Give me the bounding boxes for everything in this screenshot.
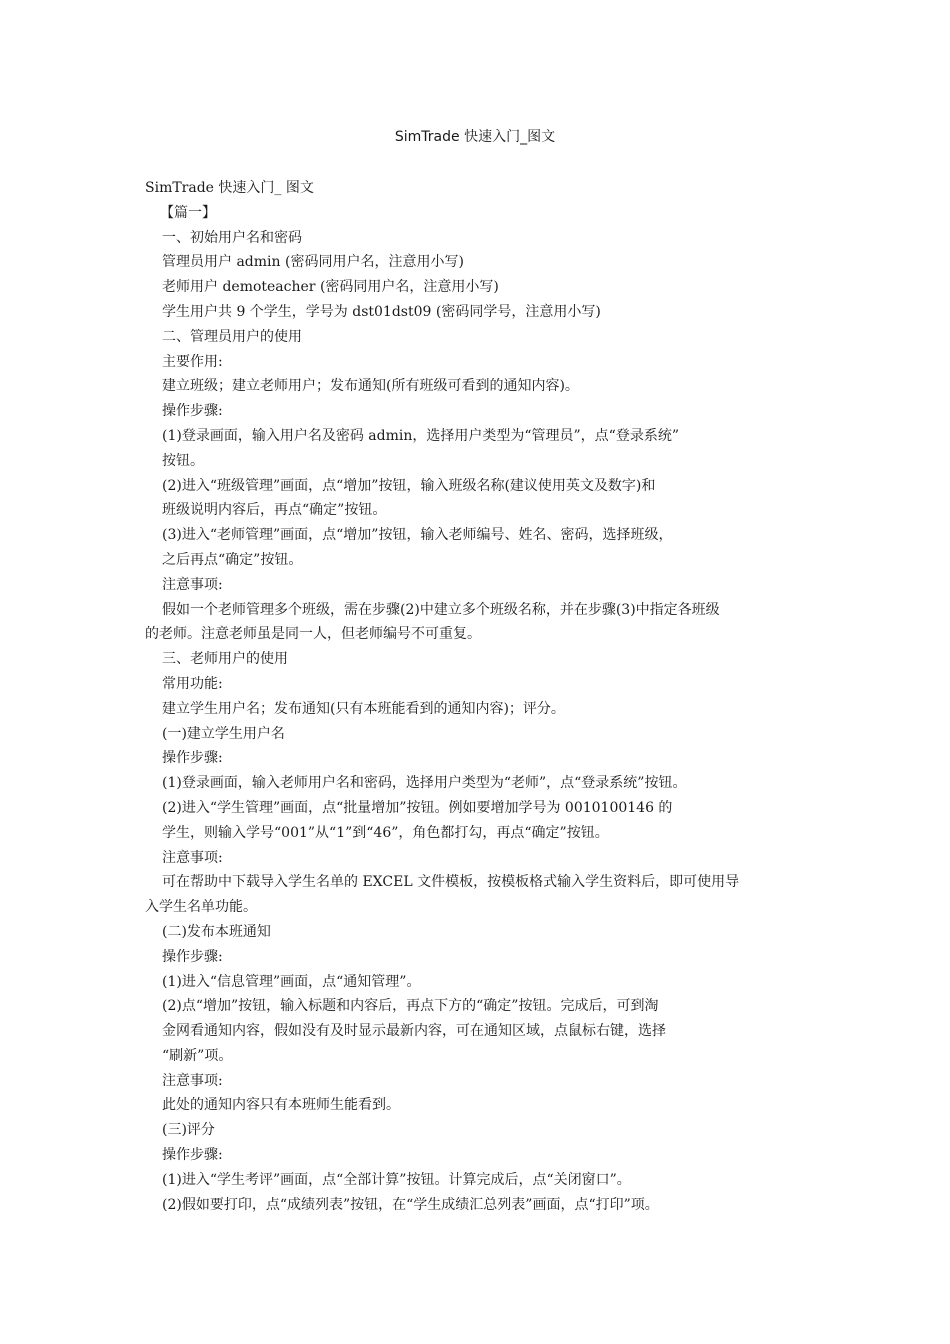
text-line: 建立学生用户名；发布通知(只有本班能看到的通知内容)；评分。 xyxy=(162,700,565,717)
subsection-heading: (二)发布本班通知 xyxy=(162,923,271,940)
text-line: 学生，则输入学号“001”从“1”到“46”，角色都打勾，再点“确定”按钮。 xyxy=(162,824,609,841)
text-line: 金网看通知内容，假如没有及时显示最新内容，可在通知区域，点鼠标右键，选择 xyxy=(162,1023,666,1040)
subheading: 注意事项: xyxy=(162,1072,223,1089)
text-line: (2)进入“学生管理”画面，点“批量增加”按钮。例如要增加学号为 0010100146 的 xyxy=(162,799,673,816)
text-line: 学生用户共 9 个学生，学号为 dst01dst09 (密码同学号，注意用小写) xyxy=(162,303,601,320)
text-line: 入学生名单功能。 xyxy=(145,899,257,916)
subheading: 操作步骤: xyxy=(162,1147,223,1164)
section-heading: 二、管理员用户的使用 xyxy=(162,328,302,345)
text-line: (2)进入“班级管理”画面，点“增加”按钮，输入班级名称(建议使用英文及数字)和 xyxy=(162,477,656,494)
text-line: 老师用户 demoteacher (密码同用户名，注意用小写) xyxy=(162,279,499,296)
text-line: (3)进入“老师管理”画面，点“增加”按钮，输入老师编号、姓名、密码，选择班级， xyxy=(162,527,673,544)
text-line: (1)进入“学生考评”画面，点“全部计算”按钮。计算完成后，点“关闭窗口”。 xyxy=(162,1171,631,1188)
text-line: 之后再点“确定”按钮。 xyxy=(162,551,303,568)
text-line: 的老师。注意老师虽是同一人，但老师编号不可重复。 xyxy=(145,626,481,643)
text-line: 管理员用户 admin (密码同用户名，注意用小写) xyxy=(162,254,464,271)
subheading: 常用功能: xyxy=(162,675,223,692)
text-line: 此处的通知内容只有本班师生能看到。 xyxy=(162,1097,400,1114)
subheading: 主要作用: xyxy=(162,353,223,370)
subheading: 操作步骤: xyxy=(162,750,223,767)
text-line: (1)进入“信息管理”画面，点“通知管理”。 xyxy=(162,973,421,990)
text-line: 假如一个老师管理多个班级，需在步骤(2)中建立多个班级名称，并在步骤(3)中指定各班级 xyxy=(162,601,720,618)
subheading: 操作步骤: xyxy=(162,403,223,420)
body-heading: SimTrade 快速入门_ 图文 xyxy=(145,180,314,196)
text-line: (2)假如要打印，点“成绩列表”按钮，在“学生成绩汇总列表”画面，点“打印”项。 xyxy=(162,1196,659,1213)
subheading: 操作步骤: xyxy=(162,948,223,965)
document-title: SimTrade 快速入门_图文 xyxy=(394,129,556,145)
section-heading: 一、初始用户名和密码 xyxy=(162,229,302,246)
text-line: (2)点“增加”按钮，输入标题和内容后，再点下方的“确定”按钮。完成后，可到淘 xyxy=(162,998,659,1015)
subheading: 注意事项: xyxy=(162,576,223,593)
text-line: “刷新”项。 xyxy=(162,1047,233,1064)
text-line: (1)登录画面，输入老师用户名和密码，选择用户类型为“老师”，点“登录系统”按钮。 xyxy=(162,775,687,792)
subsection-heading: (一)建立学生用户名 xyxy=(162,725,285,742)
text-line: 建立班级；建立老师用户；发布通知(所有班级可看到的通知内容)。 xyxy=(162,378,579,395)
text-line: 可在帮助中下载导入学生名单的 EXCEL 文件模板，按模板格式输入学生资料后，即可使用导 xyxy=(162,874,740,891)
section-label: 【篇一】 xyxy=(160,204,216,221)
text-line: 按钮。 xyxy=(162,452,204,469)
document-body xyxy=(145,176,825,1217)
subheading: 注意事项: xyxy=(162,849,223,866)
text-line: (1)登录画面，输入用户名及密码 admin，选择用户类型为“管理员”，点“登录系统” xyxy=(162,427,679,444)
text-line: 班级说明内容后，再点“确定”按钮。 xyxy=(162,502,387,519)
section-heading: 三、老师用户的使用 xyxy=(162,651,288,668)
subsection-heading: (三)评分 xyxy=(162,1122,215,1139)
